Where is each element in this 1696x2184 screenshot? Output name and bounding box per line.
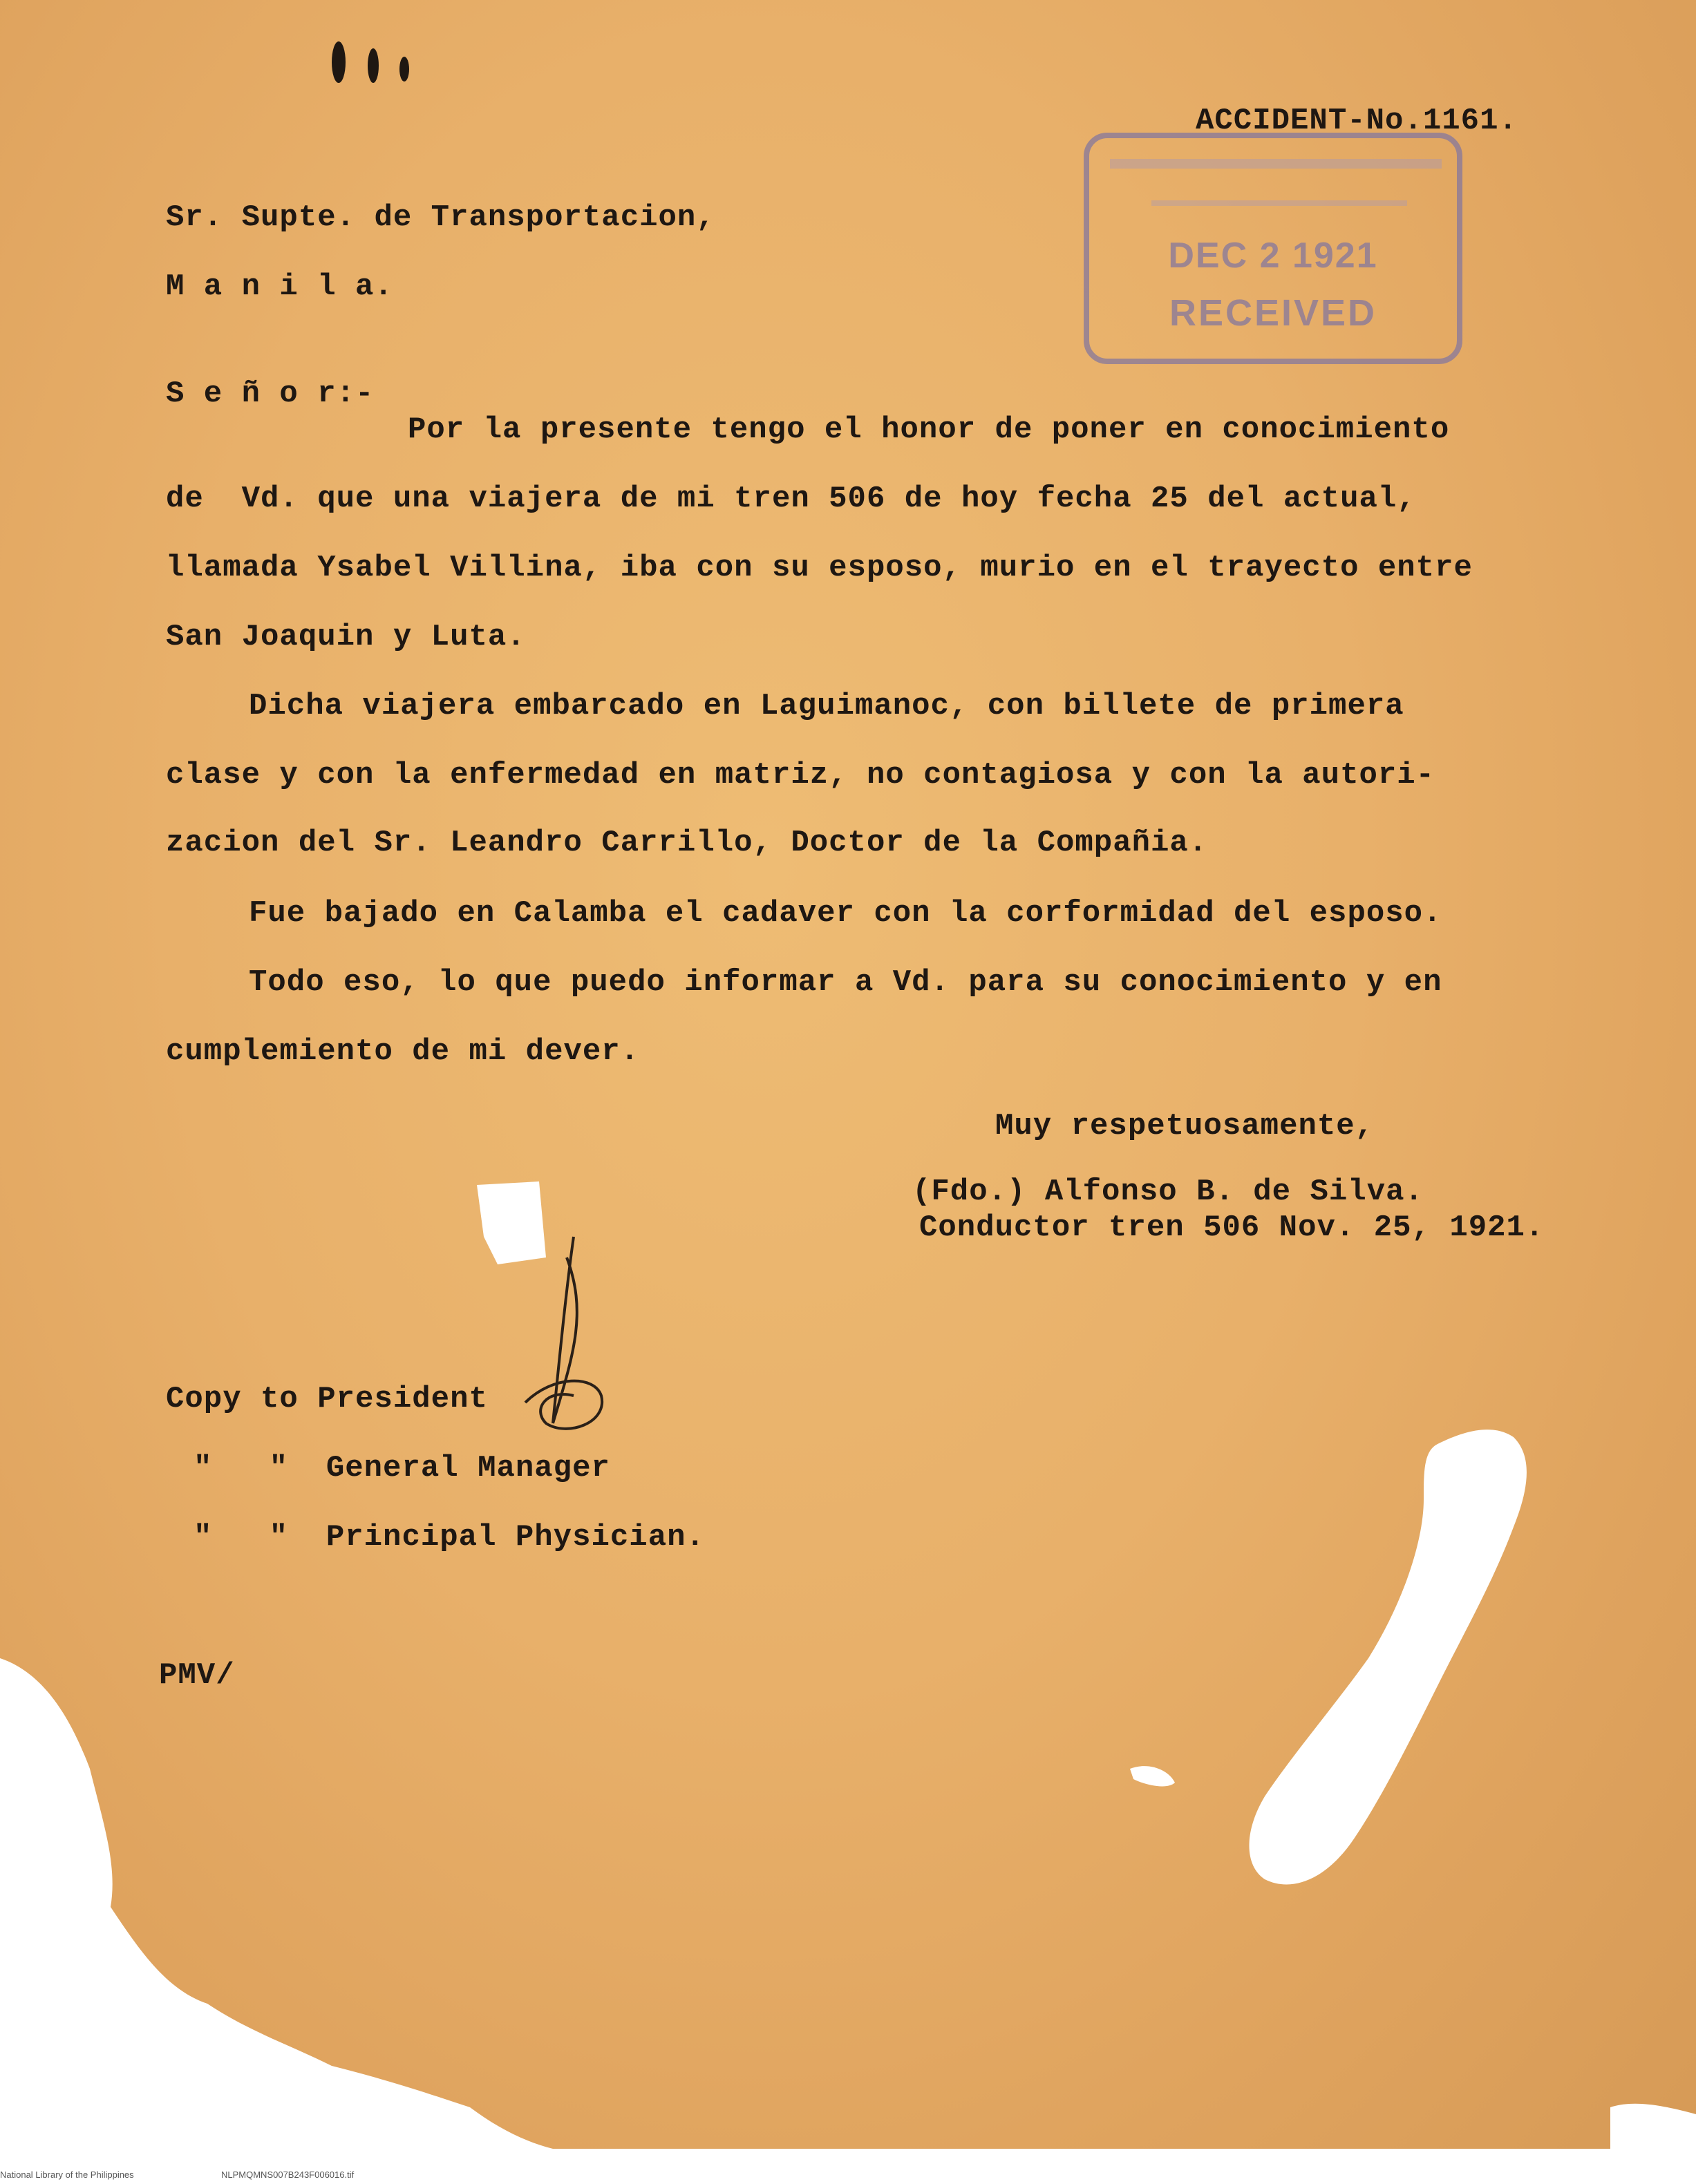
stamp-faded-subtext — [1151, 200, 1407, 206]
copy-line: Copy to President — [166, 1382, 488, 1416]
signature-title-date: Conductor tren 506 Nov. 25, 1921. — [919, 1210, 1545, 1245]
addressee-city: M a n i l a. — [166, 269, 393, 304]
signature-name: (Fdo.) Alfonso B. de Silva. — [912, 1175, 1424, 1209]
salutation: S e ñ o r:- — [166, 377, 375, 411]
copy-line: " " Principal Physician. — [194, 1520, 705, 1555]
footer-filename: NLPMQMNS007B243F006016.tif — [221, 2169, 355, 2180]
stamp-date: DEC 2 1921 — [1168, 236, 1378, 276]
stamp-label: RECEIVED — [1169, 292, 1377, 334]
footer-library: National Library of the Philippines — [0, 2169, 134, 2180]
typist-initials: PMV/ — [159, 1658, 235, 1693]
body-line: de Vd. que una viajera de mi tren 506 de hoy fecha 25 del actual, — [166, 482, 1416, 516]
body-line: Por la presente tengo el honor de poner en conocimiento — [408, 412, 1450, 447]
reference-number: ACCIDENT-No.1161. — [1196, 104, 1518, 138]
stamp-faded-text — [1110, 159, 1442, 169]
closing: Muy respetuosamente, — [995, 1109, 1375, 1143]
body-line: llamada Ysabel Villina, iba con su esposo, murio en el trayecto entre — [166, 551, 1473, 585]
addressee-title: Sr. Supte. de Transportacion, — [166, 200, 715, 235]
body-line: Todo eso, lo que puedo informar a Vd. para su conocimiento y en — [249, 965, 1442, 1000]
body-line: cumplemiento de mi dever. — [166, 1034, 640, 1069]
body-line: Fue bajado en Calamba el cadaver con la corformidad del esposo. — [249, 896, 1442, 931]
received-stamp — [1084, 133, 1462, 364]
body-line: clase y con la enfermedad en matriz, no contagiosa y con la autori- — [166, 758, 1435, 792]
copy-line: " " General Manager — [194, 1451, 610, 1485]
body-line: zacion del Sr. Leandro Carrillo, Doctor de la Compañia. — [166, 826, 1208, 860]
body-line: Dicha viajera embarcado en Laguimanoc, con billete de primera — [249, 689, 1404, 723]
body-line: San Joaquin y Luta. — [166, 620, 526, 654]
